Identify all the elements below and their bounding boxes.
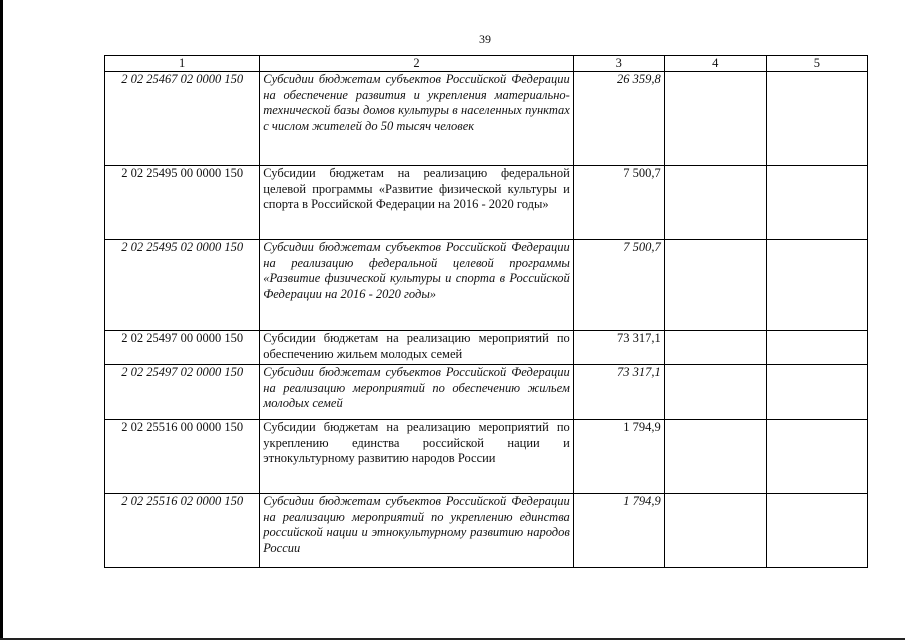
table-row xyxy=(105,494,868,568)
column-4-cell xyxy=(664,331,766,365)
column-header-4: 4 xyxy=(664,56,766,72)
table-header-row xyxy=(105,56,868,72)
column-header-code: 1 xyxy=(105,56,260,72)
table-row xyxy=(105,240,868,331)
table-row xyxy=(105,166,868,240)
column-4-cell xyxy=(664,240,766,331)
table-row xyxy=(105,420,868,494)
description-cell: Субсидии бюджетам субъектов Российской Федерации на реализацию мероприятий по укреплению единства российской нации и этнокультурному развитию народов России xyxy=(260,494,574,568)
budget-code-cell: 2 02 25516 02 0000 150 xyxy=(105,494,260,568)
column-header-name: 2 xyxy=(260,56,574,72)
description-cell: Субсидии бюджетам на реализацию мероприятий по обеспечению жильем молодых семей xyxy=(260,331,574,365)
description-cell: Субсидии бюджетам на реализацию федеральной целевой программы «Развитие физической культуры и спорта в Российской Федерации на 2016 - 2020 годы» xyxy=(260,166,574,240)
column-5-cell xyxy=(766,420,867,494)
budget-table xyxy=(104,55,868,568)
column-5-cell xyxy=(766,365,867,420)
column-4-cell xyxy=(664,365,766,420)
description-cell: Субсидии бюджетам субъектов Российской Федерации на реализацию мероприятий по обеспечению жильем молодых семей xyxy=(260,365,574,420)
column-5-cell xyxy=(766,166,867,240)
table-row xyxy=(105,365,868,420)
amount-cell: 73 317,1 xyxy=(573,331,664,365)
table-row xyxy=(105,72,868,166)
page-number: 39 xyxy=(479,32,491,46)
budget-code-cell: 2 02 25467 02 0000 150 xyxy=(105,72,260,166)
budget-code-cell: 2 02 25516 00 0000 150 xyxy=(105,420,260,494)
column-5-cell xyxy=(766,494,867,568)
column-4-cell xyxy=(664,420,766,494)
column-5-cell xyxy=(766,72,867,166)
description-cell: Субсидии бюджетам субъектов Российской Федерации на реализацию федеральной целевой программы «Развитие физической культуры и спорта в Российской Федерации на 2016 - 2020 годы» xyxy=(260,240,574,331)
column-5-cell xyxy=(766,331,867,365)
column-4-cell xyxy=(664,494,766,568)
table-row xyxy=(105,331,868,365)
description-cell: Субсидии бюджетам на реализацию мероприятий по укреплению единства российской нации и этнокультурному развитию народов России xyxy=(260,420,574,494)
amount-cell: 1 794,9 xyxy=(573,494,664,568)
amount-cell: 1 794,9 xyxy=(573,420,664,494)
budget-code-cell: 2 02 25495 00 0000 150 xyxy=(105,166,260,240)
budget-code-cell: 2 02 25497 02 0000 150 xyxy=(105,365,260,420)
column-header-5: 5 xyxy=(766,56,867,72)
amount-cell: 7 500,7 xyxy=(573,166,664,240)
amount-cell: 73 317,1 xyxy=(573,365,664,420)
column-5-cell xyxy=(766,240,867,331)
page-left-border xyxy=(0,0,3,640)
column-4-cell xyxy=(664,72,766,166)
column-header-amount: 3 xyxy=(573,56,664,72)
description-cell: Субсидии бюджетам субъектов Российской Федерации на обеспечение развития и укрепления материально-технической базы домов культуры в населенных пунктах с числом жителей до 50 тысяч человек xyxy=(260,72,574,166)
budget-code-cell: 2 02 25495 02 0000 150 xyxy=(105,240,260,331)
amount-cell: 7 500,7 xyxy=(573,240,664,331)
amount-cell: 26 359,8 xyxy=(573,72,664,166)
column-4-cell xyxy=(664,166,766,240)
budget-code-cell: 2 02 25497 00 0000 150 xyxy=(105,331,260,365)
